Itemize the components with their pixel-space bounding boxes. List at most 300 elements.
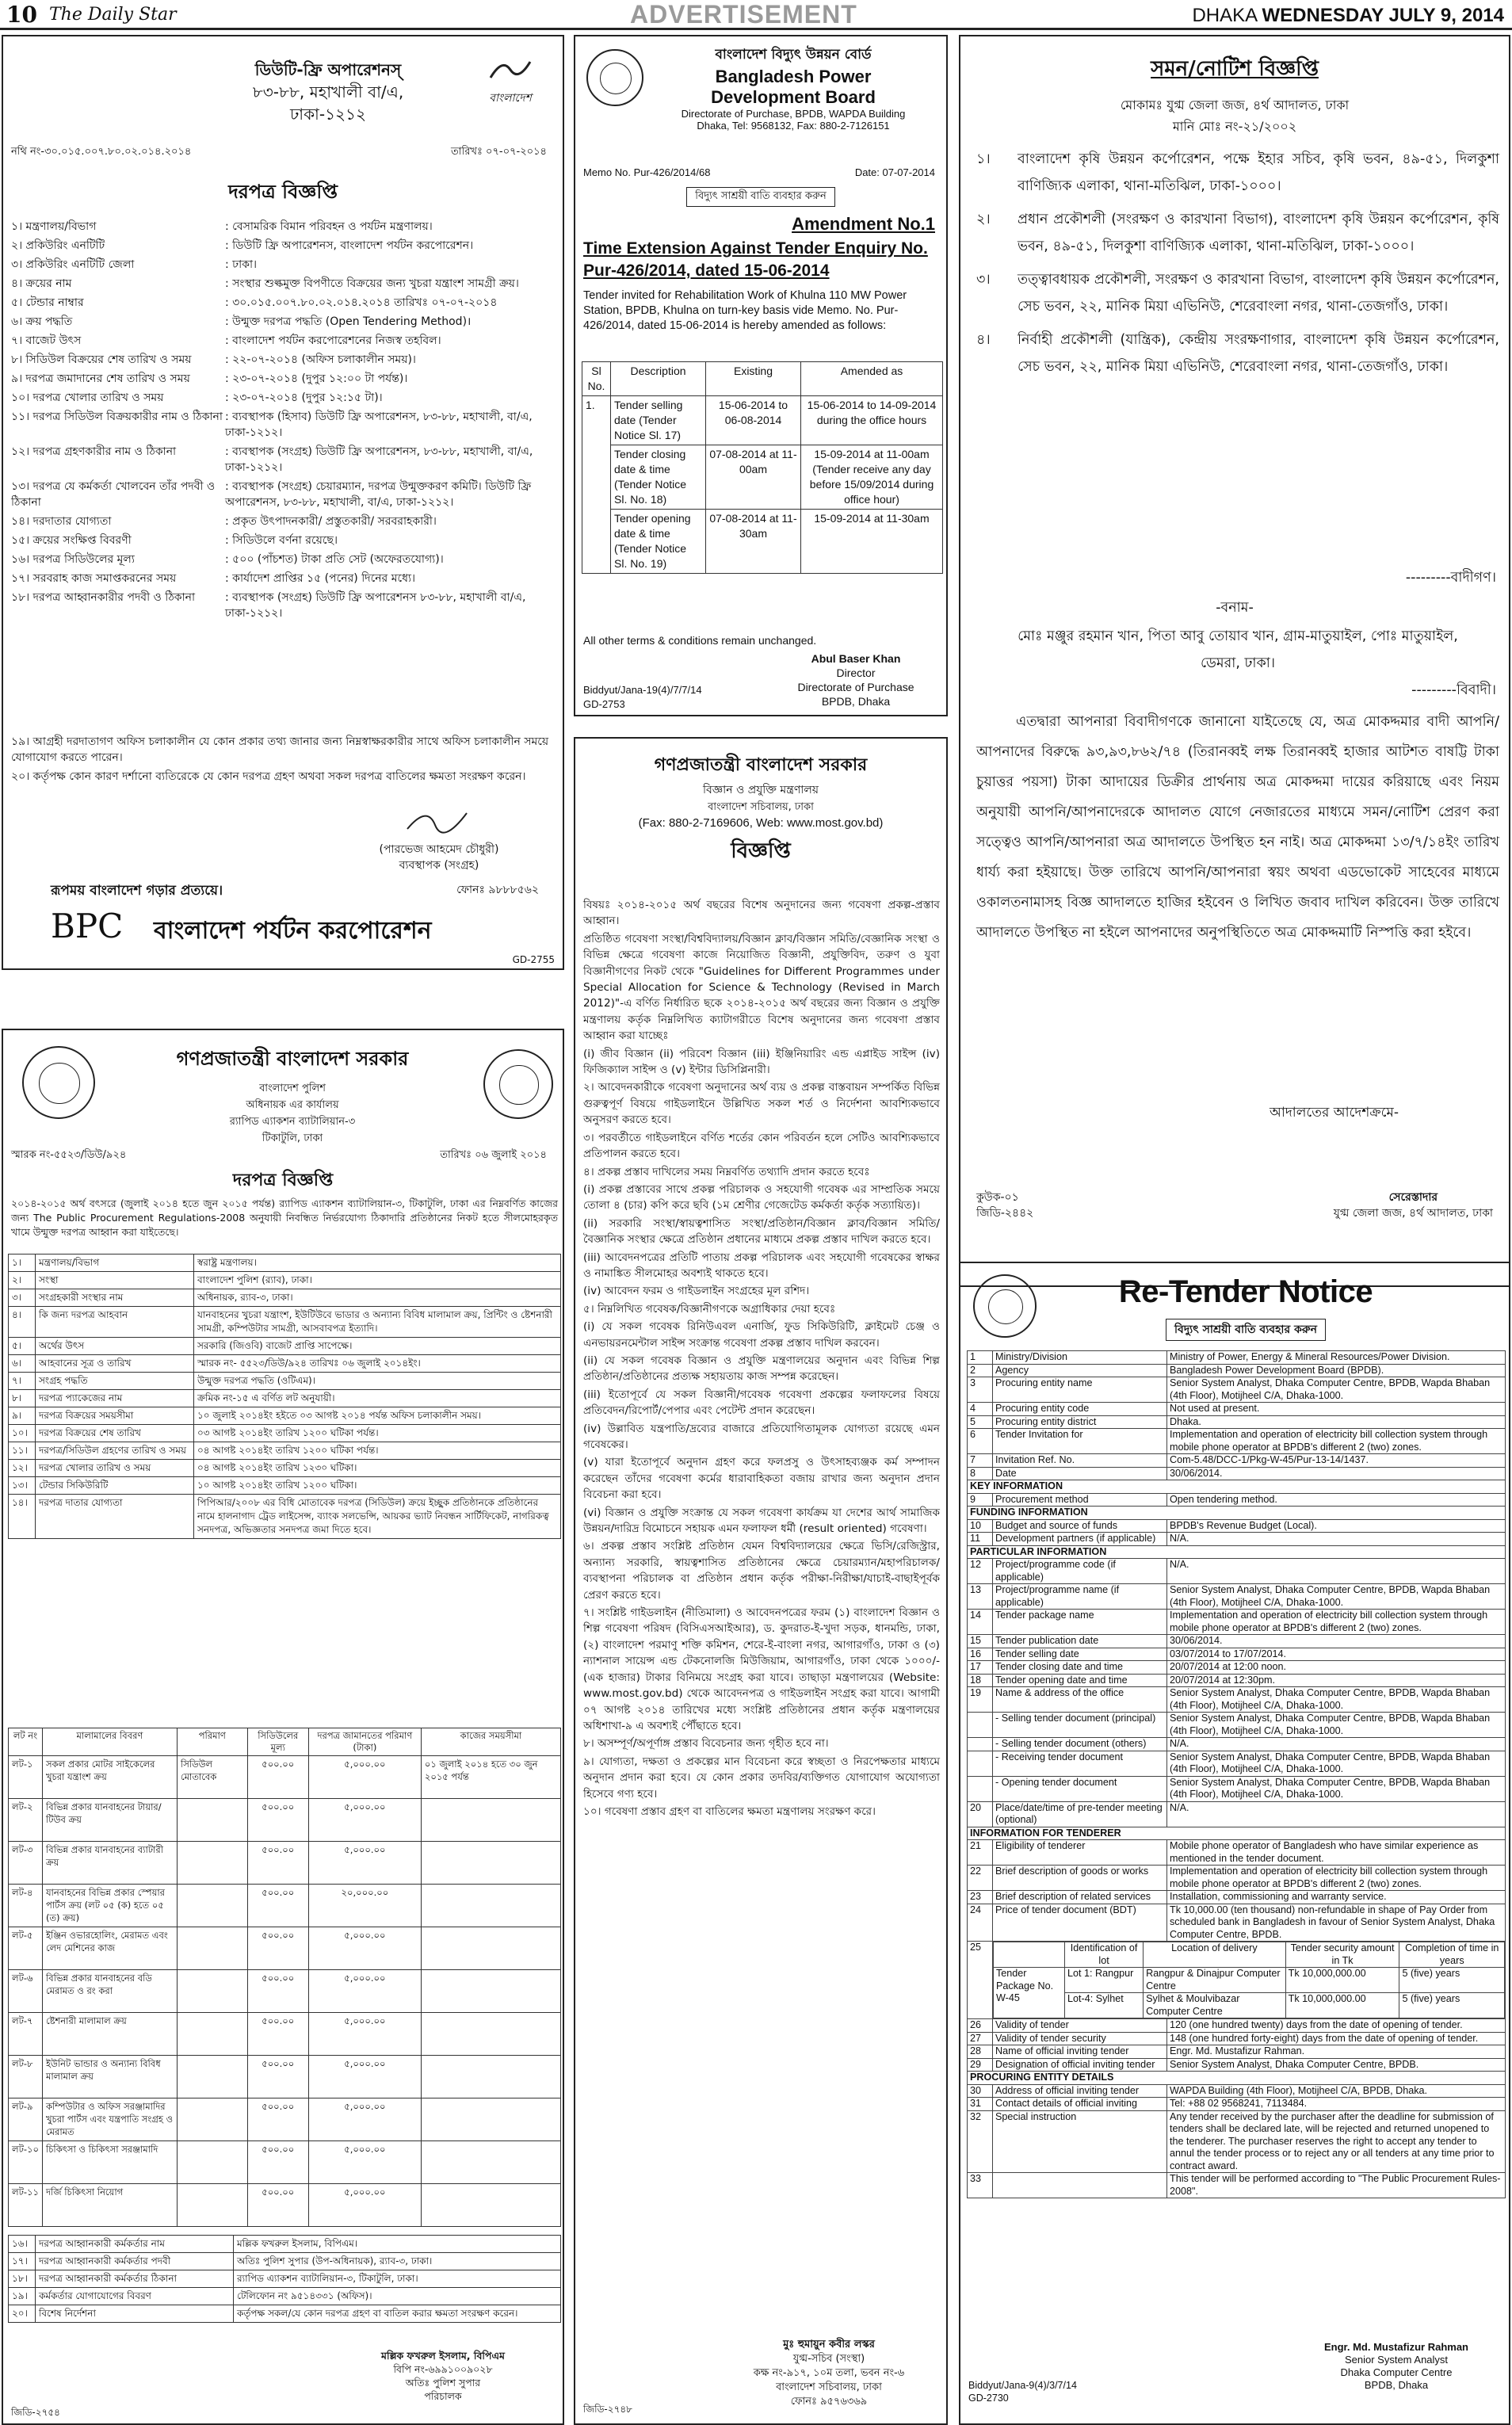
retender-value: 20/07/2014 at 12:30pm.: [1167, 1674, 1506, 1687]
section-title: ADVERTISEMENT: [630, 0, 857, 29]
retender-row: [968, 1507, 1506, 1520]
retender-num: 27: [968, 2032, 993, 2045]
rab-tail-label: কর্মকর্তার যোগাযোগের বিবরণ: [36, 2288, 234, 2305]
retender-label: Procuring entity code: [993, 1403, 1167, 1416]
bpc-brand-name: বাংলাদেশ পর্যটন করপোরেশন: [154, 917, 432, 945]
bpc-row-value: : ৫০০ (পাঁচশত) টাকা প্রতি সেট (অফেরতযোগ্য)।: [225, 553, 444, 566]
most-notice-ad: [574, 737, 948, 2425]
bpc-brand-logo: BPC: [51, 907, 124, 945]
bpc-note-20: ২০। কর্তৃপক্ষ কোন কারণ দর্শানো ব্যতিরেকে যে কোন দরপত্র গ্রহণ অথবা সকল দরপত্র বাতিলের ক্ষমতা সংরক্ষণ করেন।: [11, 770, 526, 783]
retender-value: Implementation and operation of electricity bill collection system through mobile phone operator at BPDB's different 2 (two) zones.: [1167, 1610, 1506, 1635]
rab-row: [9, 1477, 561, 1495]
rab-tail-value: অতিঃ পুলিশ সুপার (উপ-অধিনায়ক), র‍্যাব-৩, ঢাকা।: [234, 2253, 561, 2270]
rab-row-label: দরপত্র/সিডিউল গ্রহণের তারিখ ও সময়: [36, 1442, 194, 1460]
rab-lot-price: ৫০০.০০: [247, 1842, 308, 1885]
rab-tail-num: ১৮।: [9, 2270, 36, 2288]
retender-label: Tender package name: [993, 1610, 1167, 1635]
retender-value: WAPDA Building (4th Floor), Motijheel C/A, BPDB, Dhaka.: [1167, 2084, 1506, 2098]
rab-row-value: স্বরাষ্ট্র মন্ত্রণালয়।: [194, 1255, 561, 1272]
bpdb-logo-icon: [586, 49, 643, 106]
retender-package-table: [993, 1942, 1505, 2018]
retender-package-lot: [994, 1968, 1505, 1993]
rab-lot-sec: ৫,০০০.০০: [308, 2184, 421, 2227]
bpc-row-label: ১৬। দরপত্র সিডিউলের মূল্য: [11, 553, 135, 566]
most-paragraph: ৬। প্রকল্প প্রস্তাব সংশ্লিষ্ট প্রতিষ্ঠান যেমন বিশ্ববিদ্যালয়ের ক্ষেত্রে ভিসি/রেজিস্ট্রার, অন্যান্য সরকারি, স্বায়ত্বশাসিত প্রতিষ্ঠানের ক্ষেত্রে চেয়ারম্যান/মহাপরিচালক/ব্যবস্থাপনা পরিচালক বা প্রতিষ্ঠান প্রধান কর্তৃক পরীক্ষা-নিরীক্ষা/যাচাই-বাছাইপূর্বক প্রেরণ করতে হবে।: [583, 1540, 940, 1602]
retender-row: [968, 1635, 1506, 1648]
rab-row-label: কি জন্য দরপত্র আহবান: [36, 1307, 194, 1338]
rab-row-num: ১৩।: [9, 1477, 36, 1495]
rab-lot-sec: ৫,০০০.০০: [308, 2098, 421, 2141]
rab-row-label: টেন্ডার সিকিউরিটি: [36, 1477, 194, 1495]
retender-value: Senior System Analyst, Dhaka Computer Centre, BPDB, Wapda Bhaban (4th Floor), Motijheel C/A, Dhaka-1000.: [1167, 1584, 1506, 1610]
summons-notice-ad: [959, 35, 1510, 1287]
retender-num: 3: [968, 1377, 993, 1403]
signature-icon: [403, 805, 475, 837]
rab-lot-lot: লট-২: [9, 1799, 43, 1842]
rab-tail-label: দরপত্র আহ্বানকারী কর্মকর্তার পদবী: [36, 2253, 234, 2270]
bpdb-amended: 15-06-2014 to 14-09-2014 during the office hours: [801, 396, 943, 445]
retender-label: Tender opening date and time: [993, 1674, 1167, 1687]
rab-lot-price: ৫০০.০০: [247, 2141, 308, 2184]
rab-row-num: ১২।: [9, 1460, 36, 1477]
retender-row: [968, 2098, 1506, 2111]
rab-lot-time: [421, 1842, 560, 1885]
bpdb-amended: 15-09-2014 at 11-30am: [801, 510, 943, 574]
rab-tail-row: [9, 2288, 561, 2305]
rab-row-label: সংগ্রহ পদ্ধতি: [36, 1373, 194, 1390]
summons-items: [976, 146, 1499, 387]
summons-item-num: ৩।: [976, 272, 991, 288]
retender-value: Senior System Analyst, Dhaka Computer Centre, BPDB, Wapda Bhaban (4th Floor), Motijheel C/A, Dhaka-1000.: [1167, 1377, 1506, 1403]
rab-tail-row: [9, 2305, 561, 2323]
retender-value: This tender will be performed according to "The Public Procurement Rules-2008".: [1167, 2173, 1506, 2198]
bpc-row-label: ৪। ক্রয়ের নাম: [11, 277, 72, 290]
most-paragraph: (vi) বিজ্ঞান ও প্রযুক্তি সংক্রান্ত যে সকল গবেষণা কার্যক্রম যা দেশের আর্থ সামাজিক উন্নয়ন/দারিদ্র বিমোচনে সহায়ক এমন ফলাফল ধর্মী (result oriented) গবেষণা।: [583, 1506, 940, 1536]
rab-row: [9, 1442, 561, 1460]
retender-num: 25: [968, 1942, 993, 2019]
rab-lot-qty: [177, 1885, 247, 1927]
retender-ref1: Biddyut/Jana-9(4)/3/7/14: [968, 2380, 1077, 2391]
retender-row: [968, 2072, 1506, 2085]
retender-row: [968, 1545, 1506, 1559]
retender-label: Procuring entity name: [993, 1377, 1167, 1403]
retender-slogan: বিদ্যুৎ সাশ্রয়ী বাতি ব্যবহার করুন: [1166, 1319, 1326, 1341]
rab-row: [9, 1407, 561, 1425]
most-paragraph: ৪। প্রকল্প প্রস্তাব দাখিলের সময় নিম্নবর্ণিত তথ্যাদি প্রদান করতে হবেঃ: [583, 1165, 870, 1178]
bpc-title-line2: ৮৩-৮৮, মহাখালী বা/এ, ঢাকা-১২১২: [252, 82, 404, 124]
rab-row-value: ১০ জুলাই ২০১৪ইং হইতে ০৩ আগষ্ট ২০১৪ পর্যন্ত অফিস চলাকালীন সময়।: [194, 1407, 561, 1425]
bpc-row-value: : ডিউটি ফ্রি অপারেশনস, বাংলাদেশ পর্যটন করপোরেশন।: [225, 239, 474, 252]
most-paragraph: (iv) উল্লাবিত যন্ত্রপাতি/দ্রব্যের বাজারে প্রতিযোগিতামূলক যোগ্যতা রয়েছে এমন গবেষকের।: [583, 1422, 940, 1451]
most-paragraph: বিষয়ঃ ২০১৪-২০১৫ অর্থ বছরের বিশেষ অনুদানের জন্য গবেষণা প্রকল্প-প্রস্তাব আহ্বান।: [583, 899, 940, 928]
rab-row-num: ২।: [9, 1272, 36, 1289]
retender-value: N/A.: [1167, 1559, 1506, 1584]
retender-row: [968, 1827, 1506, 1840]
rab-row: [9, 1495, 561, 1539]
retender-num: 24: [968, 1904, 993, 1942]
summons-versus: -বনাম-: [1216, 600, 1254, 616]
bpdb-other: All other terms & conditions remain unchanged.: [583, 634, 817, 647]
rab-lots-col: মালামালের বিবরণ: [42, 1728, 177, 1756]
most-paragraph: (i) প্রকল্প প্রস্তাবের সাথে প্রকল্প পরিচালক ও সহযোগী গবেষক এর সাম্প্রতিক সময়ে তোলা ৪ (চার) কপি করে ছবি (১ম শ্রেণীর গেজেটেড কর্মকর্তা কর্তৃক সত্যায়িত)।: [583, 1182, 940, 1212]
retender-label: Development partners (if applicable): [993, 1533, 1167, 1546]
retender-label: Tender closing date and time: [993, 1661, 1167, 1675]
retender-value: Senior System Analyst, Dhaka Computer Centre, BPDB, Wapda Bhaban (4th Floor), Motijheel C/A, Dhaka-1000.: [1167, 1713, 1506, 1738]
rab-tail-row: [9, 2236, 561, 2253]
retender-num: 5: [968, 1415, 993, 1429]
bpc-row-label: ১৫। ক্রয়ের সংক্ষিপ্ত বিবরণী: [11, 534, 132, 547]
rab-row-value: যানবাহনের খুচরা যন্ত্রাংশ, ইউটিউবে ভাডার ও অন্যান্য বিবিধ মালামাল ক্রয়, প্রিন্টিং ও ষ্টেশনারী সামগ্রী, কম্পিউটার সামগ্রী, আসবাবপত্র ইত্যাদি।: [194, 1307, 561, 1338]
retender-value: Implementation and operation of electricity bill collection system through mobile phone operator at BPDB's different 2 (two) zones.: [1167, 1429, 1506, 1454]
summons-clerk: সেরেস্তাদার: [1388, 1191, 1438, 1204]
rab-row-num: ১৪।: [9, 1495, 36, 1539]
retender-label: Agency: [993, 1364, 1167, 1377]
rab-date: তারিখঃ ০৬ জুলাই ২০১৪: [440, 1149, 547, 1161]
rab-signature: মল্লিক ফখরুল ইসলাম, বিপিএম বিপি নং-৬৯৯১০০৯০২৮ অতিঃ পুলিশ সুপার পরিচালক: [381, 2350, 505, 2402]
most-paragraph: (iii) ইতোপূর্বে যে সকল বিজ্ঞানী/গবেষক গবেষণা প্রকল্পের ফলাফলের বিষয়ে প্রতিবেদন/রিপোর্ট/পেপার এবং পেটেন্ট প্রদান করেছেন।: [583, 1388, 940, 1418]
bpc-row: [11, 479, 558, 510]
retender-row: [968, 1891, 1506, 1904]
rab-info-table: [8, 1254, 561, 1539]
retender-label: Budget and source of funds: [993, 1519, 1167, 1533]
retender-num: 2: [968, 1364, 993, 1377]
retender-row: [968, 1415, 1506, 1429]
bpc-row-label: ৭। বাজেট উৎস: [11, 334, 82, 347]
bpc-row: [11, 571, 558, 586]
bpc-row-label: ১। মন্ত্রণালয়/বিভাগ: [11, 220, 97, 233]
retender-num: 9: [968, 1493, 993, 1507]
retender-row: [968, 1364, 1506, 1377]
retender-label: [993, 2173, 1167, 2198]
most-paragraph: ৭। সংশ্লিষ্ট গাইডলাইন (নীতিমালা) ও আবেদনপত্রের ফরম (১) বাংলাদেশ বিজ্ঞান ও শিল্প গবেষণা পরিষদ (বিসিএসআইআর), ড. কুদরাত-ই-খুদা সড়ক, ধানমন্ডি, ঢাকা, (২) বাংলাদেশ পরমাণু শক্তি কমিশন, শেরে-ই-বাংলা নগর, আগারগাঁও, ঢাকা ও (৩) ন্যাশনাল সায়েন্স এন্ড টেকনোলজি মিউজিয়াম, আগারগাঁও, ঢাকা থেকে ১০০০/- (এক হাজার) টাকার বিনিময়ে সংগ্রহ করা যাবে। তাছাড়া মন্ত্রণালয়ের (Website: www.most.gov.bd) থেকে আবেদনপত্র ও গাইডলাইন সংগ্রহ করা যাবে। আগামী ০৭ আগষ্ট ২০১৪ তারিখের মধ্যে সংশ্লিষ্ট প্রতিষ্ঠানের প্রধান কর্তৃক মন্ত্রণালয়ের অধিশাখা-৯ এ অবশ্যই পৌঁছাতে হবে।: [583, 1606, 940, 1732]
bpdb-existing: 07-08-2014 at 11-30am: [706, 510, 801, 574]
bpc-row: [11, 333, 558, 349]
most-gd: জিডি-২৭৪৮: [583, 2404, 632, 2415]
bpc-title-line1: ডিউটি-ফ্রি অপারেশনস্‌: [254, 60, 402, 79]
rab-row: [9, 1390, 561, 1407]
retender-row: [968, 1661, 1506, 1675]
retender-row: [968, 1904, 1506, 1942]
retender-label: Project/programme name (if applicable): [993, 1584, 1167, 1610]
rab-row-num: ৮।: [9, 1390, 36, 1407]
bpdb-intro: Tender invited for Rehabilitation Work of Khulna 110 MW Power Station, BPDB, Khulna on turn-key basis vide Memo. No. Pur-426/2014, dated 15-06-2014 is hereby amended as follows:: [583, 289, 907, 332]
rab-lot-time: [421, 1927, 560, 1970]
bpdb-sl: 1.: [582, 396, 611, 574]
most-paragraphs: [583, 897, 940, 1821]
retender-row: [968, 1776, 1506, 1801]
summons-item-text: তত্ত্বাবধায়ক প্রকৌশলী, সংরক্ষণ ও কারখানা বিভাগ, বাংলাদেশ কৃষি উন্নয়ন কর্পোরেশন, সেচ ভবন, ২২, মানিক মিয়া এভিনিউ, শেরেবাংলা নগর, থানা-তেজগাঁও, ঢাকা।: [1018, 272, 1499, 315]
bpdb-addr1: Directorate of Purchase, BPDB, WAPDA Building: [681, 108, 906, 120]
retender-lot-sec: Tk 10,000,000.00: [1285, 1968, 1399, 1993]
retender-package-col: Location of delivery: [1144, 1942, 1286, 1968]
rab-row-label: দরপত্র বিক্রয়ের শেষ তারিখ: [36, 1425, 194, 1442]
retender-value: Not used at present.: [1167, 1403, 1506, 1416]
bpdb-desc: Tender selling date (Tender Notice Sl. 17): [611, 396, 706, 445]
most-paragraph: ৮। অসম্পূর্ণ/অপূর্ণাঙ্গ প্রস্তাব বিবেচনার জন্য গৃহীত হবে না।: [583, 1737, 829, 1751]
retender-label: Name & address of the office: [993, 1687, 1167, 1713]
rab-lot-desc: বিভিন্ন প্রকার যানবাহনের বডি মেরামত ও রং করা: [42, 1970, 177, 2013]
rab-lot-time: [421, 1970, 560, 2013]
rab-row: [9, 1425, 561, 1442]
retender-row: [968, 1403, 1506, 1416]
retender-num: 26: [968, 2019, 993, 2033]
retender-num: 20: [968, 1801, 993, 1827]
most-contact: (Fax: 880-2-7169606, Web: www.most.gov.bd): [638, 816, 884, 830]
retender-value: Tel: +88 02 9568241, 7113484.: [1167, 2098, 1506, 2111]
rab-lot-lot: লট-৩: [9, 1842, 43, 1885]
rab-lot-row: [9, 1970, 561, 2013]
bpc-row-label: ৩। প্রকিউরিং এনটিটি জেলা: [11, 258, 135, 271]
rab-row-label: সংগ্রহকারী সংস্থার নাম: [36, 1289, 194, 1307]
retender-value: Senior System Analyst, Dhaka Computer Centre, BPDB, Wapda Bhaban (4th Floor), Motijheel C/A, Dhaka-1000.: [1167, 1687, 1506, 1713]
rab-tail-value: মল্লিক ফখরুল ইসলাম, বিপিএম।: [234, 2236, 561, 2253]
rab-lot-price: ৫০০.০০: [247, 2098, 308, 2141]
retender-label: Validity of tender: [993, 2019, 1167, 2033]
retender-value: 120 (one hundred twenty) days from the date of opening of tender.: [1167, 2019, 1506, 2033]
retender-row: [968, 1648, 1506, 1661]
retender-num: 23: [968, 1891, 993, 1904]
most-paragraph: ২। আবেদনকারীকে গবেষণা অনুদানের অর্থ ব্যয় ও প্রকল্প বাস্তবায়ন সম্পর্কিত বিভিন্ন গুরুত্বপূর্ণ বিষয়ে গাইডলাইনে উল্লিখিত সকল শর্ত ও নির্দেশনা আবশ্যিকভাবে অনুসরণ করতে হবে।: [583, 1081, 940, 1127]
bpc-row-value: : বেসামরিক বিমান পরিবহন ও পর্যটন মন্ত্রণালয়।: [225, 220, 433, 233]
rab-row-num: ৫।: [9, 1338, 36, 1355]
bpc-slogan: রূপময় বাংলাদেশ গড়ার প্রত্যয়ে।: [51, 883, 223, 899]
bpc-logo: বাংলাদেশ: [467, 54, 554, 117]
retender-value: Engr. Md. Mustafizur Rahman.: [1167, 2045, 1506, 2059]
retender-row: [968, 1610, 1506, 1635]
rab-lot-row: [9, 2056, 561, 2098]
bpc-rows: [11, 219, 558, 624]
rab-lot-desc: কম্পিউটার ও অফিস সরঞ্জামাদির খুচরা পার্টস এবং যন্ত্রপাতি সংগ্রহ ও মেরামত: [42, 2098, 177, 2141]
rab-lot-sec: ৫,০০০.০০: [308, 1756, 421, 1799]
summons-case: মানি মোঃ নং-২১/২০০২: [1172, 119, 1297, 134]
retender-label: Contact details of official inviting: [993, 2098, 1167, 2111]
bpdb-table-row: [582, 510, 943, 574]
retender-num: 17: [968, 1661, 993, 1675]
retender-lot-loc: Sylhet & Moulvibazar Computer Centre: [1144, 1993, 1286, 2018]
rab-lot-desc: ইউনিট ভান্ডার ও অন্যান্য বিবিধ মালামাল ক্রয়: [42, 2056, 177, 2098]
summons-title: সমন/নোটিশ বিজ্ঞপ্তি: [1151, 57, 1319, 81]
rab-lot-desc: দর্জি চিকিৎসা নিয়োগ: [42, 2184, 177, 2227]
bpdb-table-col: Amended as: [801, 362, 943, 396]
most-paragraph: (i) যে সকল গবেষক রিনিউএবল এনার্জি, ফুড সিকিউরিটি, ক্লাইমেট চেঞ্জ ও এনভায়রনমেন্টাল সাইন্স সংক্রান্ত গবেষণা প্রকল্প প্রস্তাব দাখিল করবেন।: [583, 1320, 940, 1350]
rab-lot-desc: বিভিন্ন প্রকার যানবাহনের ব্যাটারী ক্রয়: [42, 1842, 177, 1885]
summons-defendant: ---------বিবাদী।: [1411, 682, 1496, 698]
bpdb-amend: Amendment No.1: [792, 214, 935, 234]
bpc-row-value: : ব্যবস্থাপক (হিসাব) ডিউটি ফ্রি অপারেশনস, ৮৩-৮৮, মহাখালী, বা/এ, ঢাকা-১২১২।: [225, 411, 533, 439]
retender-label: Tender selling date: [993, 1648, 1167, 1661]
rab-lot-sec: ৫,০০০.০০: [308, 1970, 421, 2013]
bpc-row-label: ১৭। সরবরাহ কাজ সমাপ্তকরনের সময়: [11, 572, 177, 585]
summons-item-text: নির্বাহী প্রকৌশলী (যান্ত্রিক), কেন্দ্রীয় সংরক্ষণাগার, বাংলাদেশ কৃষি উন্নয়ন কর্পোরেশন, সেচ ভবন, ২২, মানিক মিয়া এভিনিউ, শেরেবাংলা নগর, থানা-তেজগাঁও, ঢাকা।: [1018, 332, 1499, 375]
rab-lot-qty: [177, 1842, 247, 1885]
bpdb-en-title1: Bangladesh Power: [715, 67, 872, 86]
most-office: বাংলাদেশ সচিবালয়, ঢাকা: [708, 801, 814, 813]
retender-row: [968, 1454, 1506, 1468]
retender-num: [968, 1751, 993, 1776]
retender-package-row: [968, 1942, 1506, 2019]
summons-body: এতদ্বারা আপনারা বিবাদীগণকে জানানো যাইতেছে যে, অত্র মোকদ্দমার বাদী আপনি/আপনাদের বিরুদ্ধে ৯৩,৯৩,৮৬২/৭৪ (তিরানব্বই লক্ষ তিরানব্বই হাজার আটশত বাষট্টি টাকা চুয়াত্তর পয়সা) টাকা আদায়ের ডিক্রীর প্রার্থনায় অত্র মোকদ্দমা দায়ের করিয়াছে এবং নিয়ম অনুযায়ী আপনি/আপনাদেরকে আদালত যোগে নেজারতের মাধ্যমে সমন/নোটিশ প্রেরণ করা সত্ত্বেও আপনি/আপনারা অত্র আদালতে উপস্থিত হন নাই। অত্র মোকদ্দমা ১৩/৭/১৪ইং তারিখ ধার্য্য করা হইয়াছে। উক্ত তারিখে আপনি/আপনারা স্বয়ং অথবা এডভোকেট সাহেবের মাধ্যমে ওকালতনামাসহ বিজ্ঞ আদালতে হাজির হইবেন ও লিখিত জবাব দাখিল করিবেন। উক্ত তারিখে আদালতে উপস্থিত না হইলে আপনাদের অনুপস্থিতিতে অত্র মোকদ্দমাটি নিস্পত্তি করা হইবে।: [976, 714, 1499, 941]
most-paragraph: (i) জীব বিজ্ঞান (ii) পরিবেশ বিজ্ঞান (iii) ইঞ্জিনিয়ারিং এন্ড এপ্লাইড সাইন্স (iv) ফিজিক্যাল সাইন্স ও (v) ইন্টার ডিসিপ্লিনারী।: [583, 1047, 940, 1077]
rab-lots-col: পরিমাণ: [177, 1728, 247, 1756]
retender-num: 21: [968, 1840, 993, 1866]
bpc-row-label: ৬। ক্রয় পদ্ধতি: [11, 315, 73, 328]
rab-tail-num: ১৯।: [9, 2288, 36, 2305]
bpdb-amendment-ad: [574, 35, 948, 716]
rab-lot-sec: ৫,০০০.০০: [308, 2013, 421, 2056]
rab-row: [9, 1289, 561, 1307]
bpc-row-label: ১০। দরপত্র খোলার তারিখ ও সময়: [11, 391, 164, 404]
most-paragraph: (ii) সরকারি সংস্থা/স্বায়ত্বশাসিত সংস্থা/প্রতিষ্ঠান/বিজ্ঞান ক্লাব/বিজ্ঞান সমিতি/বৈজ্ঞানিক সংস্থার ক্ষেত্রে প্রতিষ্ঠান প্রধানের মাধ্যমে প্রকল্প প্রস্তাব দাখিল করতে হবে।: [583, 1216, 940, 1247]
retender-value: N/A.: [1167, 1533, 1506, 1546]
page-header: [0, 0, 1512, 30]
retender-value: Ministry of Power, Energy & Mineral Resources/Power Division.: [1167, 1351, 1506, 1365]
retender-section-title: PARTICULAR INFORMATION: [968, 1545, 1506, 1559]
most-paragraph: ৯। যোগ্যতা, দক্ষতা ও প্রকল্পের মান বিবেচনা করে স্বচ্ছতা ও নিরপেক্ষতার মাধ্যমে অনুদান প্রদান করা হবে। যে কোন প্রকার তদবির/ব্যক্তিগত যোগাযোগ অযোগ্যতা হিসেবে গণ্য হবে।: [583, 1755, 940, 1801]
bpdb-subject: Time Extension Against Tender Enquiry No. Pur-426/2014, dated 15-06-2014: [583, 239, 928, 280]
bpc-row-value: : উন্মুক্ত দরপত্র পদ্ধতি (Open Tendering Method)।: [225, 315, 472, 328]
retender-value: Mobile phone operator of Bangladesh who have similar experience as mentioned in the tender document.: [1167, 1840, 1506, 1866]
retender-row: [968, 1467, 1506, 1480]
retender-value: 148 (one hundred forty-eight) days from the date of opening of tender.: [1167, 2032, 1506, 2045]
bpc-row-value: : সিডিউলে বর্ণনা রয়েছে।: [225, 534, 338, 547]
rab-lot-qty: [177, 1927, 247, 1970]
rab-row: [9, 1272, 561, 1289]
retender-row: [968, 1751, 1506, 1776]
retender-value: N/A.: [1167, 1801, 1506, 1827]
retender-row: [968, 1533, 1506, 1546]
rab-lot-time: [421, 2013, 560, 2056]
retender-value: Dhaka.: [1167, 1415, 1506, 1429]
retender-num: 33: [968, 2173, 993, 2198]
retender-num: 30: [968, 2084, 993, 2098]
newspaper-name: The Daily Star: [49, 5, 177, 25]
rab-lot-lot: লট-৬: [9, 1970, 43, 2013]
retender-label: - Opening tender document: [993, 1776, 1167, 1801]
bpdb-memo: Memo No. Pur-426/2014/68: [583, 166, 711, 178]
rab-tail-num: ১৭।: [9, 2253, 36, 2270]
rab-lots-col: সিডিউলের মূল্য: [247, 1728, 308, 1756]
bpc-row: [11, 257, 558, 273]
bpdb-bn-title: বাংলাদেশ বিদ্যুৎ উন্নয়ন বোর্ড: [715, 47, 872, 63]
retender-num: [968, 1738, 993, 1751]
bpc-row: [11, 276, 558, 292]
bpc-row-label: ১২। দরপত্র গ্রহণকারীর নাম ও ঠিকানা: [11, 445, 177, 458]
bpc-row-value: : সংস্থার শুল্কমুক্ত বিপণীতে বিক্রয়ের জন্য খুচরা যন্ত্রাংশ সামগ্রী ক্রয়।: [225, 277, 519, 290]
retender-num: 22: [968, 1866, 993, 1891]
bpc-row-value: : বাংলাদেশ পর্যটন করপোরেশনের নিজস্ব তহবিল।: [225, 334, 441, 347]
retender-section-title: PROCURING ENTITY DETAILS: [968, 2072, 1506, 2085]
rab-tail-row: [9, 2270, 561, 2288]
retender-row: [968, 1687, 1506, 1713]
rab-lot-price: ৫০০.০০: [247, 1756, 308, 1799]
retender-num: 14: [968, 1610, 993, 1635]
most-paragraph: (iv) আবেদন ফরম ও গাইডলাইন সংগ্রহের মূল রশিদ।: [583, 1285, 810, 1298]
summons-plaintiff: ---------বাদীগণ।: [1405, 570, 1496, 586]
rab-lot-desc: সকল প্রকার মোটর সাইকেলের খুচরা যন্ত্রাংশ ক্রয়: [42, 1756, 177, 1799]
rab-org1: বাংলাদেশ পুলিশ: [259, 1083, 326, 1094]
bpc-row: [11, 314, 558, 330]
rab-lot-lot: লট-৯: [9, 2098, 43, 2141]
retender-value: 20/07/2014 at 12:00 noon.: [1167, 1661, 1506, 1675]
most-paragraph: প্রতিষ্ঠিত গবেষণা সংস্থা/বিশ্ববিদ্যালয়/বিজ্ঞান ক্লাব/বিজ্ঞান সমিতি/বেজ্ঞানিক সংস্থা ও বিভিন্ন ক্ষেত্রে গবেষণা কাজে নিয়োজিত বিজ্ঞানী, প্রযুক্তিবিদ, তরুণ ও যুবা বিজ্ঞানীগণের নিকট থেকে "Guidelines for Different Programmes under Special Allocation for Science & Technology (Revised in March 2012)"-এ বর্ণিত নির্ধারিত ছকে ২০১৪-২০১৫ অর্থ বছরের জন্য বিজ্ঞান ও প্রযুক্তি মন্ত্রণালয় কর্তৃক নিম্নলিখিত ক্যাটাগরীতে বিশেষ অনুদানের জন্য গবেষণা প্রস্তাব আহ্বান করা যাচ্ছেঃ: [583, 932, 940, 1043]
bpc-row: [11, 295, 558, 311]
rab-row-label: দরপত্র খোলার তারিখ ও সময়: [36, 1460, 194, 1477]
rab-lot-price: ৫০০.০০: [247, 1927, 308, 1970]
rab-lot-time: [421, 2141, 560, 2184]
page-date: DHAKA WEDNESDAY JULY 9, 2014: [1192, 5, 1504, 26]
bpdb-table-col: Description: [611, 362, 706, 396]
retender-value: 30/06/2014.: [1167, 1635, 1506, 1648]
bpc-row: [11, 444, 558, 475]
rab-lot-row: [9, 1927, 561, 1970]
retender-label: Invitation Ref. No.: [993, 1454, 1167, 1468]
summons-ref1: কুউক-০১: [976, 1191, 1019, 1204]
rab-row: [9, 1307, 561, 1338]
rab-gd: জিডি-২৭৫৪: [11, 2407, 60, 2418]
bpc-row-value: : ৩০.০১৫.০০৭.৮০.০২.০১৪.২০১৪ তারিখঃ ০৭-০৭-২০১৪: [225, 296, 498, 309]
bpc-row: [11, 590, 558, 621]
most-paragraph: ৩। পরবর্তীতে গাইডলাইনে বর্ণিত শর্তের কোন পরিবর্তন হলে সেটিও আবশ্যিকভাবে প্রতিপালন করতে হবে।: [583, 1131, 940, 1161]
retender-num: [968, 1713, 993, 1738]
bpdb-en-title2: Development Board: [711, 87, 876, 107]
rab-tail-label: বিশেষ নির্দেশনা: [36, 2305, 234, 2323]
summons-item-num: ৪।: [976, 332, 991, 348]
rab-lot-lot: লট-১০: [9, 2141, 43, 2184]
rab-lot-price: ৫০০.০০: [247, 1970, 308, 2013]
bpc-row-value: : ব্যবস্থাপক (সংগ্রহ) চেয়ারম্যান, দরপত্র উন্মুক্তকরণ কমিটি। ডিউটি ফ্রি অপারেশনস, ৮৩-৮৮, মহাখালী, বা/এ, ঢাকা-১২১২।: [225, 480, 532, 509]
retender-label: Date: [993, 1467, 1167, 1480]
summons-defendant-text: মোঃ মঞ্জুর রহমান খান, পিতা আবু তোয়াব খান, গ্রাম-মাতুয়াইল, পোঃ মাতুয়াইল, ডেমরা, ঢাকা।: [1018, 628, 1458, 671]
rab-lot-time: [421, 2184, 560, 2227]
retender-package-label: Tender Package No. W-45: [994, 1968, 1065, 2018]
retender-label: Price of tender document (BDT): [993, 1904, 1167, 1942]
retender-package-cell: [993, 1942, 1506, 2019]
summons-item: [976, 206, 1499, 260]
retender-label: - Selling tender document (principal): [993, 1713, 1167, 1738]
retender-num: 1: [968, 1351, 993, 1365]
bpdb-desc: Tender closing date & time (Tender Notice Sl. No. 18): [611, 445, 706, 510]
rab-row-label: দরপত্র দাতার যোগ্যতা: [36, 1495, 194, 1539]
retender-lot-time: 5 (five) years: [1399, 1968, 1505, 1993]
bpc-row-value: : ব্যবস্থাপক (সংগ্রহ) ডিউটি ফ্রি অপারেশনস ৮৩-৮৮, মহাখালী বা/এ, ঢাকা-১২১২।: [225, 591, 526, 620]
rab-row-num: ১০।: [9, 1425, 36, 1442]
bpc-row-label: ১৮। দরপত্র আহ্বানকারীর পদবী ও ঠিকানা: [11, 591, 196, 604]
rab-row-value: পিপিআর/২০০৮ এর বিধি মোতাবেক দরপত্র (সিডিউল) ক্রয়ে ইচ্ছুক প্রতিষ্ঠানকে প্রতিষ্ঠানের নামে হালনাগাদ ট্রেড লাইসেন্স, ব্যাংক সলভেন্সি, আয়কর ভ্যাট নিবন্ধন সার্টিফিকেট, নাগরিকত্ব সনদপত্র, অভিজ্ঞতার সনদপত্র জমা দিতে হবে।: [194, 1495, 561, 1539]
bpdb-amended: 15-09-2014 at 11-00am (Tender receive any day before 15/09/2014 during office hour): [801, 445, 943, 510]
rab-lots-table: [8, 1728, 561, 2227]
most-paragraph: ১০। গবেষণা প্রস্তাব গ্রহণ বা বাতিলের ক্ষমতা মন্ত্রণালয় সংরক্ষণ করে।: [583, 1804, 876, 1818]
bpdb-addr2: Dhaka, Tel: 9568132, Fax: 880-2-7126151: [697, 120, 890, 132]
bpc-logo-icon: [487, 54, 534, 86]
rab-row-value: উন্মুক্ত দরপত্র পদ্ধতি (ওটিএম)।: [194, 1373, 561, 1390]
rab-lot-qty: [177, 2098, 247, 2141]
bpc-heading: দরপত্র বিজ্ঞপ্তি: [228, 181, 338, 203]
bpdb-table-header: [582, 362, 943, 396]
bpc-row-label: ৯। দরপত্র জমাদানের শেষ তারিখ ও সময়: [11, 372, 190, 385]
rab-row-label: আহবানের সূত্র ও তারিখ: [36, 1355, 194, 1373]
rab-lot-price: ৫০০.০০: [247, 1885, 308, 1927]
rab-tail-num: ১৬।: [9, 2236, 36, 2253]
rab-tail-row: [9, 2253, 561, 2270]
rab-row-value: ০৩ আগষ্ট ২০১৪ইং তারিখ ১২০০ ঘটিকা পর্যন্ত।: [194, 1425, 561, 1442]
rab-lot-lot: লট-১: [9, 1756, 43, 1799]
retender-package-lot: [994, 1993, 1505, 2018]
rab-lot-row: [9, 2013, 561, 2056]
most-heading: বিজ্ঞপ্তি: [731, 839, 791, 863]
rab-lots-header: [9, 1728, 561, 1756]
bpc-row: [11, 352, 558, 368]
rab-lot-lot: লট-১১: [9, 2184, 43, 2227]
